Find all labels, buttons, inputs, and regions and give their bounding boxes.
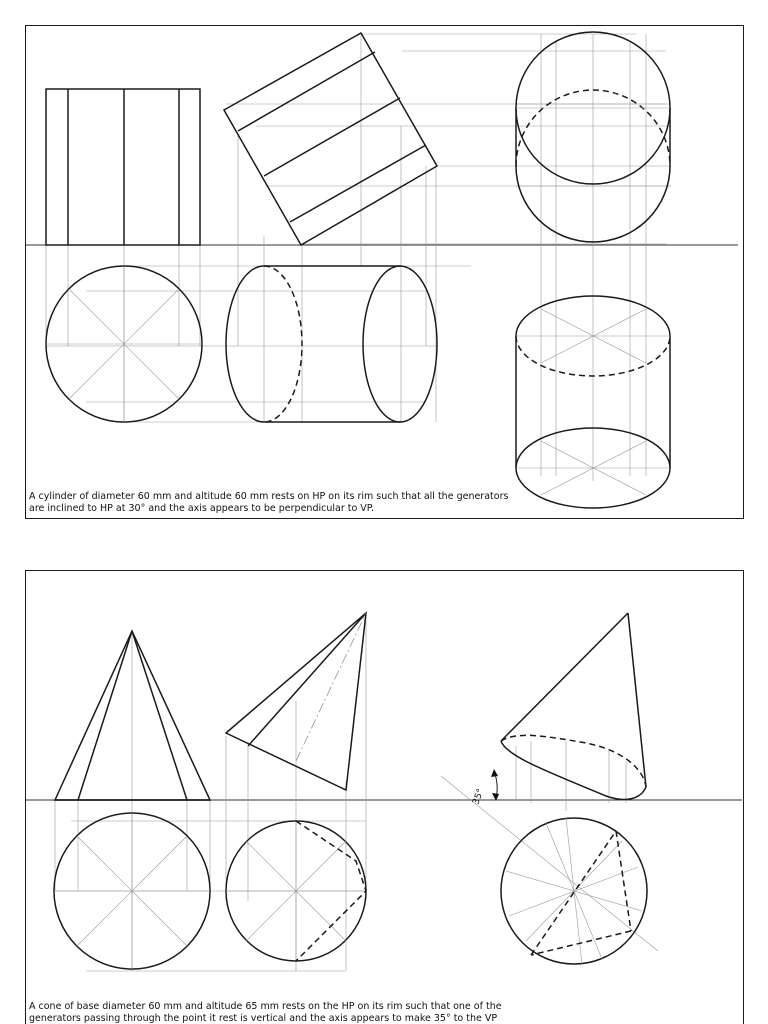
cylinder-tilted-plan <box>226 266 437 422</box>
angle-35-construction <box>441 769 658 951</box>
cone-problem-panel <box>25 570 744 1024</box>
cylinder-initial-elevation <box>46 89 200 245</box>
cone-initial-plan <box>54 813 210 969</box>
cone-final-plan <box>501 818 647 964</box>
cone-caption-line-1: A cone of base diameter 60 mm and altitude 65 mm rests on the HP on its rim such that one of the <box>29 1001 502 1012</box>
cone-initial-elevation <box>55 631 210 800</box>
cone-caption-line-2: generators passing through the point it rest is vertical and the axis appears to make 35° to the VP <box>29 1013 498 1024</box>
cylinder-problem-panel <box>25 25 744 519</box>
cylinder-projector-lines <box>46 34 671 481</box>
cylinder-caption-line-1: A cylinder of diameter 60 mm and altitude 60 mm rests on HP on its rim such that all the generators <box>29 491 509 502</box>
cone-problem-statement <box>29 1001 502 1024</box>
angle-35-label: 35° <box>471 787 487 807</box>
cylinder-initial-plan <box>46 266 202 422</box>
cylinder-problem-statement <box>29 491 508 515</box>
cylinder-caption-line-2: are inclined to HP at 30° and the axis appears to be perpendicular to VP. <box>29 503 375 514</box>
cone-projection-drawing <box>26 571 744 1024</box>
cone-final-elevation <box>501 613 646 799</box>
cylinder-projection-drawing <box>26 26 744 519</box>
cylinder-tilted-elevation <box>224 33 437 245</box>
cone-tilted-plan <box>226 821 366 961</box>
